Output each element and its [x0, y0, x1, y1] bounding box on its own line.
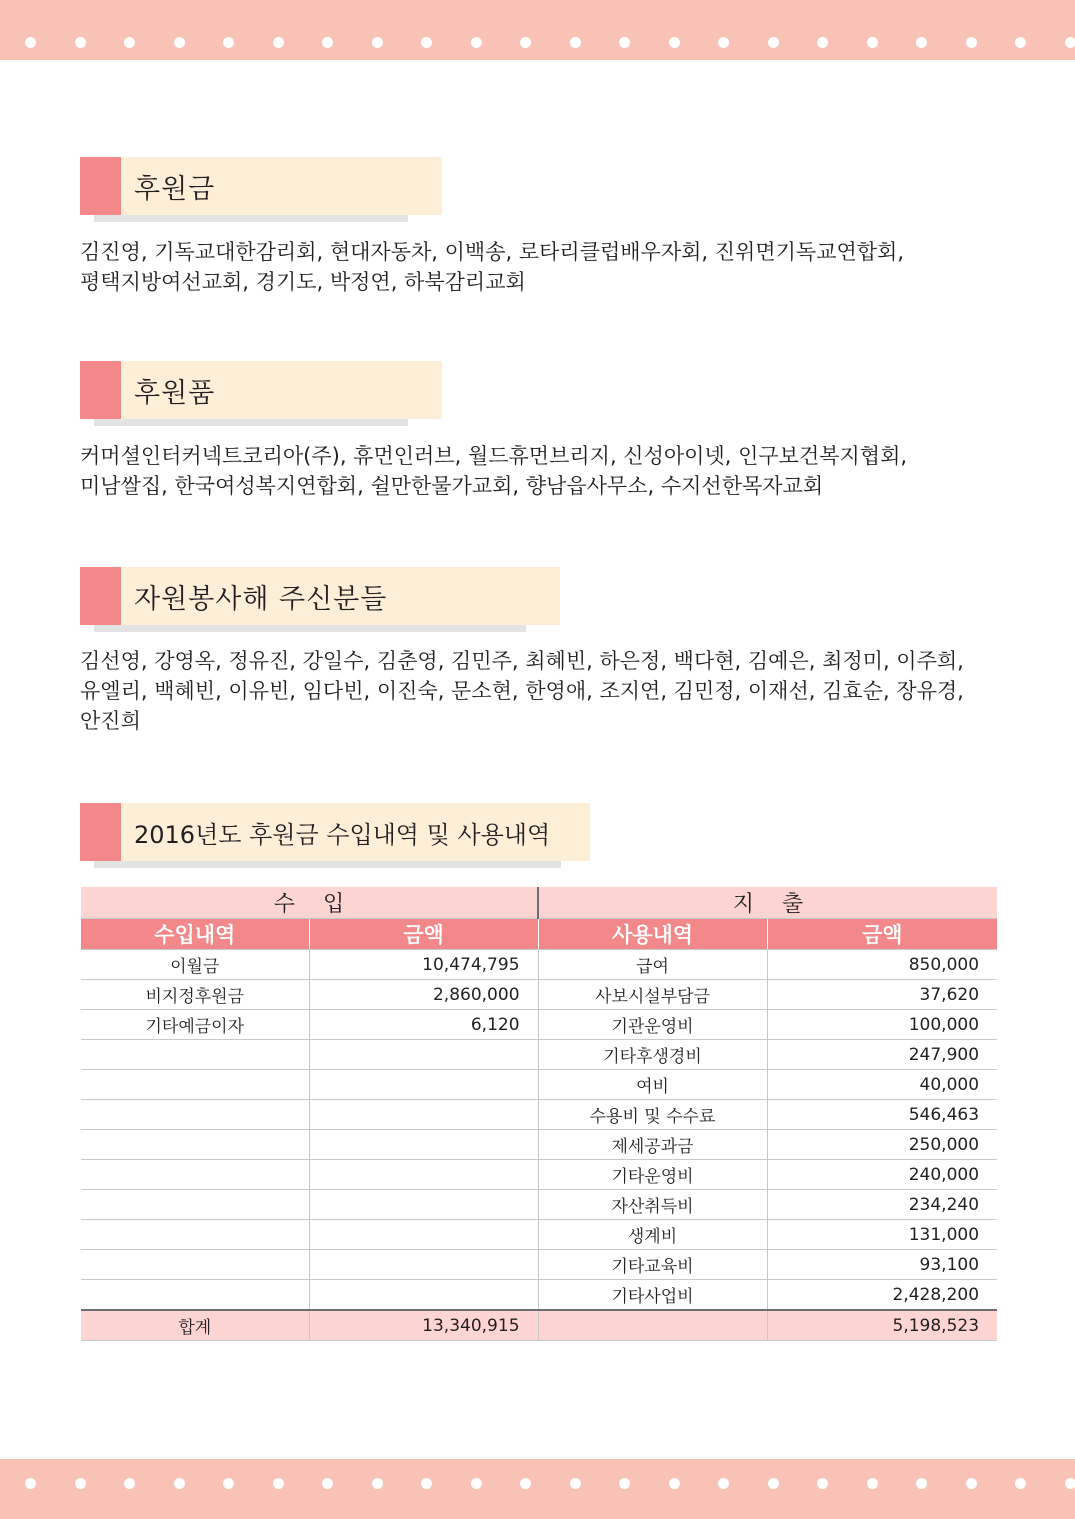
polka-dot: [817, 1478, 828, 1489]
text-line: 김진영, 기독교대한감리회, 현대자동차, 이백송, 로타리클럽배우자회, 진위면기독교연합회,: [80, 240, 905, 264]
income-item: [81, 1220, 309, 1250]
table-row: [81, 1280, 997, 1311]
expense-amount: 37,620: [767, 980, 997, 1010]
text-line: 김선영, 강영옥, 정유진, 강일수, 김춘영, 김민주, 최혜빈, 하은정, 백다현, 김예은, 최정미, 이주희,: [80, 649, 964, 673]
table-row: [81, 1190, 997, 1220]
title-accent-bar: [80, 361, 121, 419]
table-row: [81, 1160, 997, 1190]
expense-item: 급여: [538, 950, 767, 980]
expense-amount: 100,000: [767, 1010, 997, 1040]
expense-amount: 234,240: [767, 1190, 997, 1220]
income-amount: 10,474,795: [309, 950, 538, 980]
polka-dot: [75, 1478, 86, 1489]
income-item: [81, 1250, 309, 1280]
polka-dot: [322, 37, 333, 48]
table-row: [81, 1040, 997, 1070]
polka-dot: [421, 1478, 432, 1489]
expense-item: 기관운영비: [538, 1010, 767, 1040]
polka-dot: [669, 1478, 680, 1489]
expense-amount: 250,000: [767, 1130, 997, 1160]
income-item: 기타예금이자: [81, 1010, 309, 1040]
income-item: [81, 1100, 309, 1130]
title-accent-bar: [80, 157, 121, 215]
expense-item: 생계비: [538, 1220, 767, 1250]
polka-dot: [768, 1478, 779, 1489]
polka-dot: [966, 37, 977, 48]
income-amount: [309, 1280, 538, 1311]
income-item: [81, 1070, 309, 1100]
top-dotted-band: [0, 0, 1075, 60]
polka-dot: [1065, 37, 1075, 48]
expense-amount: 247,900: [767, 1040, 997, 1070]
title-accent-bar: [80, 567, 121, 625]
expense-amount: 93,100: [767, 1250, 997, 1280]
polka-dot: [1015, 1478, 1026, 1489]
table-row: [81, 1010, 997, 1040]
table-row: [81, 1100, 997, 1130]
polka-dot: [619, 1478, 630, 1489]
income-amount: [309, 1100, 538, 1130]
polka-dot: [124, 1478, 135, 1489]
polka-dot: [916, 1478, 927, 1489]
polka-dot: [768, 37, 779, 48]
polka-dot: [273, 37, 284, 48]
expense-total-label: [538, 1310, 767, 1341]
column-header: 수입내역: [81, 919, 309, 950]
income-amount: [309, 1160, 538, 1190]
polka-dot: [867, 37, 878, 48]
expense-total: 5,198,523: [767, 1310, 997, 1341]
table-total-row: [81, 1310, 997, 1341]
polka-dot: [916, 37, 927, 48]
total-label: 합계: [81, 1310, 309, 1341]
section-title-label: 2016년도 후원금 수입내역 및 사용내역: [134, 820, 551, 849]
text-line: 평택지방여선교회, 경기도, 박정연, 하북감리교회: [80, 270, 526, 294]
polka-dot: [372, 37, 383, 48]
expense-amount: 850,000: [767, 950, 997, 980]
table-row: [81, 1070, 997, 1100]
income-amount: 6,120: [309, 1010, 538, 1040]
table-row: [81, 980, 997, 1010]
polka-dot: [966, 1478, 977, 1489]
text-line: 커머셜인터커넥트코리아(주), 휴먼인러브, 월드휴먼브리지, 신성아이넷, 인구보건복지협회,: [80, 444, 908, 468]
expense-amount: 546,463: [767, 1100, 997, 1130]
income-item: [81, 1160, 309, 1190]
income-item: 이월금: [81, 950, 309, 980]
text-line: 미남쌀집, 한국여성복지연합회, 쉴만한물가교회, 향남읍사무소, 수지선한목자교회: [80, 474, 824, 498]
income-amount: [309, 1190, 538, 1220]
polka-dot: [223, 37, 234, 48]
polka-dot: [718, 1478, 729, 1489]
expense-amount: 2,428,200: [767, 1280, 997, 1311]
bottom-dotted-band: [0, 1459, 1075, 1519]
polka-dot: [570, 37, 581, 48]
income-item: [81, 1190, 309, 1220]
expense-item: 제세공과금: [538, 1130, 767, 1160]
income-amount: [309, 1220, 538, 1250]
income-header: 수 입: [81, 887, 538, 919]
polka-dot: [273, 1478, 284, 1489]
expense-amount: 240,000: [767, 1160, 997, 1190]
expense-item: 기타사업비: [538, 1280, 767, 1311]
table-row: [81, 1220, 997, 1250]
polka-dot: [124, 37, 135, 48]
finance-table: [81, 887, 997, 1341]
polka-dot: [817, 37, 828, 48]
polka-dot: [421, 37, 432, 48]
text-line: 유엘리, 백혜빈, 이유빈, 임다빈, 이진숙, 문소현, 한영애, 조지연, 김민정, 이재선, 김효순, 장유경,: [80, 679, 964, 703]
income-amount: 2,860,000: [309, 980, 538, 1010]
income-item: 비지정후원금: [81, 980, 309, 1010]
column-header: 금액: [309, 919, 538, 950]
table-row: [81, 1130, 997, 1160]
income-amount: [309, 1070, 538, 1100]
section-title-label: 후원금: [134, 173, 216, 205]
expense-header: 지 출: [538, 887, 997, 919]
polka-dot: [174, 37, 185, 48]
polka-dot: [520, 1478, 531, 1489]
expense-item: 사보시설부담금: [538, 980, 767, 1010]
income-total: 13,340,915: [309, 1310, 538, 1341]
goods-donors-list: [80, 441, 1010, 501]
polka-dot: [174, 1478, 185, 1489]
expense-item: 기타운영비: [538, 1160, 767, 1190]
polka-dot: [471, 37, 482, 48]
title-accent-bar: [80, 803, 121, 861]
column-header: 사용내역: [538, 919, 767, 950]
polka-dot: [25, 1478, 36, 1489]
polka-dot: [520, 37, 531, 48]
text-line: 안진희: [80, 709, 141, 733]
expense-amount: 131,000: [767, 1220, 997, 1250]
polka-dot: [372, 1478, 383, 1489]
table-row: [81, 1250, 997, 1280]
section-title-label: 자원봉사해 주신분들: [134, 583, 388, 615]
table-body: [81, 950, 997, 1311]
table-group-header-row: [81, 887, 997, 919]
expense-item: 여비: [538, 1070, 767, 1100]
expense-item: 기타교육비: [538, 1250, 767, 1280]
polka-dot: [223, 1478, 234, 1489]
polka-dot: [718, 37, 729, 48]
income-item: [81, 1130, 309, 1160]
expense-item: 기타후생경비: [538, 1040, 767, 1070]
income-item: [81, 1040, 309, 1070]
expense-item: 수용비 및 수수료: [538, 1100, 767, 1130]
volunteers-list: [80, 646, 1010, 736]
polka-dot: [471, 1478, 482, 1489]
donors-list: [80, 237, 1010, 297]
table-row: [81, 950, 997, 980]
polka-dot: [669, 37, 680, 48]
table-column-header-row: [81, 919, 997, 950]
expense-item: 자산취득비: [538, 1190, 767, 1220]
polka-dot: [570, 1478, 581, 1489]
polka-dot: [867, 1478, 878, 1489]
polka-dot: [619, 37, 630, 48]
income-amount: [309, 1040, 538, 1070]
polka-dot: [1065, 1478, 1075, 1489]
polka-dot: [322, 1478, 333, 1489]
polka-dot: [1015, 37, 1026, 48]
polka-dot: [75, 37, 86, 48]
polka-dot: [25, 37, 36, 48]
income-amount: [309, 1130, 538, 1160]
income-item: [81, 1280, 309, 1311]
income-amount: [309, 1250, 538, 1280]
expense-amount: 40,000: [767, 1070, 997, 1100]
section-title-label: 후원품: [134, 377, 216, 409]
column-header: 금액: [767, 919, 997, 950]
